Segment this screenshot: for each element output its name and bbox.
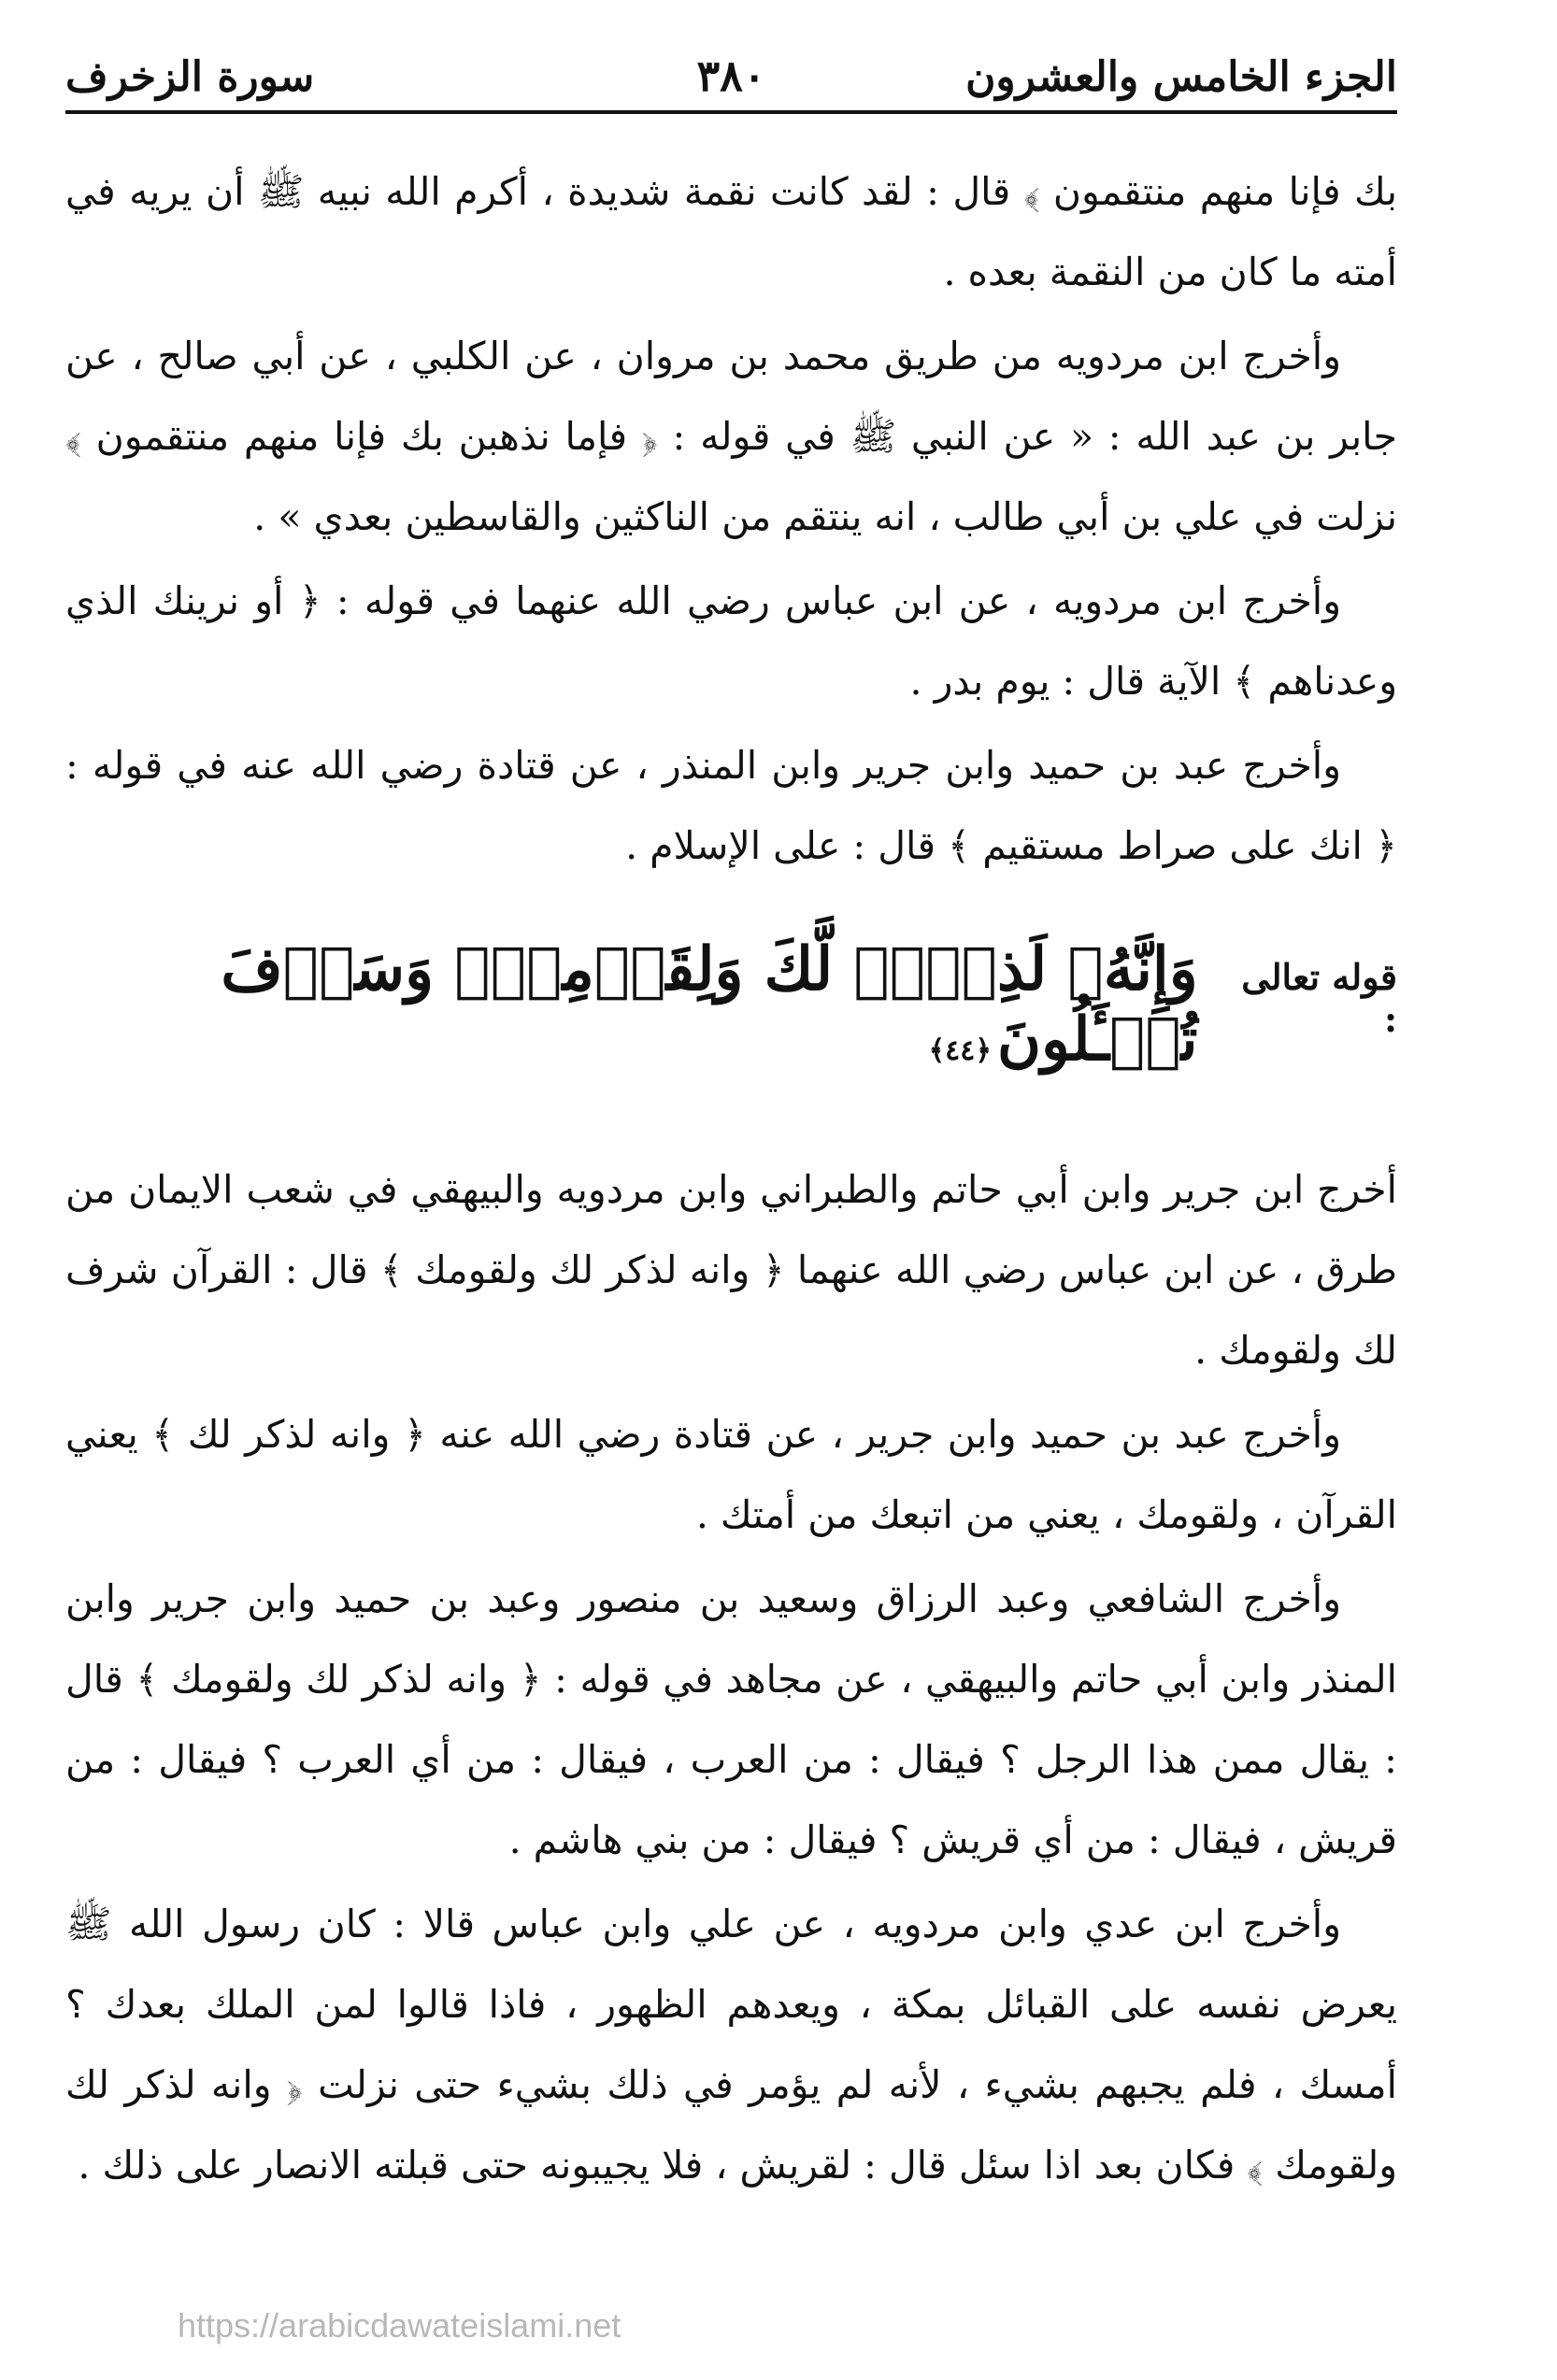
paragraph: أخرج ابن جرير وابن أبي حاتم والطبراني وابن مردويه والبيهقي في شعب الايمان من طرق ، عن ابن عباس رضي الله عنهما ﴿ وانه لذكر لك ولقومك ﴾ قال : القرآن شرف لك ولقومك . [65, 1167, 1397, 1373]
paragraph: وأخرج عبد بن حميد وابن جرير وابن المنذر ، عن قتادة رضي الله عنه في قوله : ﴿ انك على صراط مستقيم ﴾ قال : على الإسلام . [65, 743, 1397, 868]
paragraph: وأخرج ابن مردويه من طريق محمد بن مروان ، عن الكلبي ، عن أبي صالح ، عن جابر بن عبد الله : « عن النبي ﷺ في قوله : ﴿ فإما نذهبن بك فإنا منهم منتقمون ﴾ نزلت في علي بن أبي طالب ، انه ينتقم من الناكثين والقاسطين بعدي » . [65, 334, 1397, 539]
page-number: ٣٨٠ [696, 50, 766, 101]
ayah-number: ﴿٤٤﴾ [928, 1034, 992, 1067]
ayah-verse: وَإِنَّهُۥ لَذِكۡرٞ لَّكَ وَلِقَوۡمِكَۖ وَسَوۡفَ تُسۡـَٔلُونَ [221, 934, 1198, 1075]
ayah-intro: قوله تعالى : [1241, 956, 1397, 1040]
paragraph: وأخرج ابن مردويه ، عن ابن عباس رضي الله عنهما في قوله : ﴿ أو نرينك الذي وعدناهم ﴾ الآية قال : يوم بدر . [65, 578, 1397, 704]
paragraph: بك فإنا منهم منتقمون ﴾ قال : لقد كانت نقمة شديدة ، أكرم الله نبيه ﷺ أن يريه في أمته ما كان من النقمة بعده . [65, 169, 1397, 294]
page-body [65, 151, 1397, 2205]
paragraph: وأخرج ابن عدي وابن مردويه ، عن علي وابن عباس قالا : كان رسول الله ﷺ يعرض نفسه على القبائل بمكة ، ويعدهم الظهور ، فاذا قالوا لمن الملك بعدك ؟ أمسك ، فلم يجبهم بشيء ، لأنه لم يؤمر في ذلك بشيء حتى نزلت ﴿ وانه لذكر لك ولقومك ﴾ فكان بعد اذا سئل قال : لقريش ، فلا يجيبونه حتى قبلته الانصار على ذلك . [65, 1902, 1397, 2188]
watermark-url: https://arabicdawateislami.net [178, 2306, 621, 2344]
ayah-text [65, 934, 1198, 1075]
paragraph: وأخرج عبد بن حميد وابن جرير ، عن قتادة رضي الله عنه ﴿ وانه لذكر لك ﴾ يعني القرآن ، ولقومك ، يعني من اتبعك من أمتك . [65, 1412, 1397, 1537]
running-header [65, 36, 1397, 114]
part-title: الجزء الخامس والعشرون [965, 53, 1397, 101]
paragraph: وأخرج الشافعي وعبد الرزاق وسعيد بن منصور وعبد بن حميد وابن جرير وابن المنذر وابن أبي حاتم والبيهقي ، عن مجاهد في قوله : ﴿ وانه لذكر لك ولقومك ﴾ قال : يقال ممن هذا الرجل ؟ فيقال : من العرب ، فيقال : من أي العرب ؟ فيقال : من قريش ، فيقال : من أي قريش ؟ فيقال : من بني هاشم . [65, 1576, 1397, 1862]
ayah-heading [65, 934, 1397, 1075]
surah-title: سورة الزخرف [65, 53, 315, 101]
book-page [65, 36, 1397, 2278]
